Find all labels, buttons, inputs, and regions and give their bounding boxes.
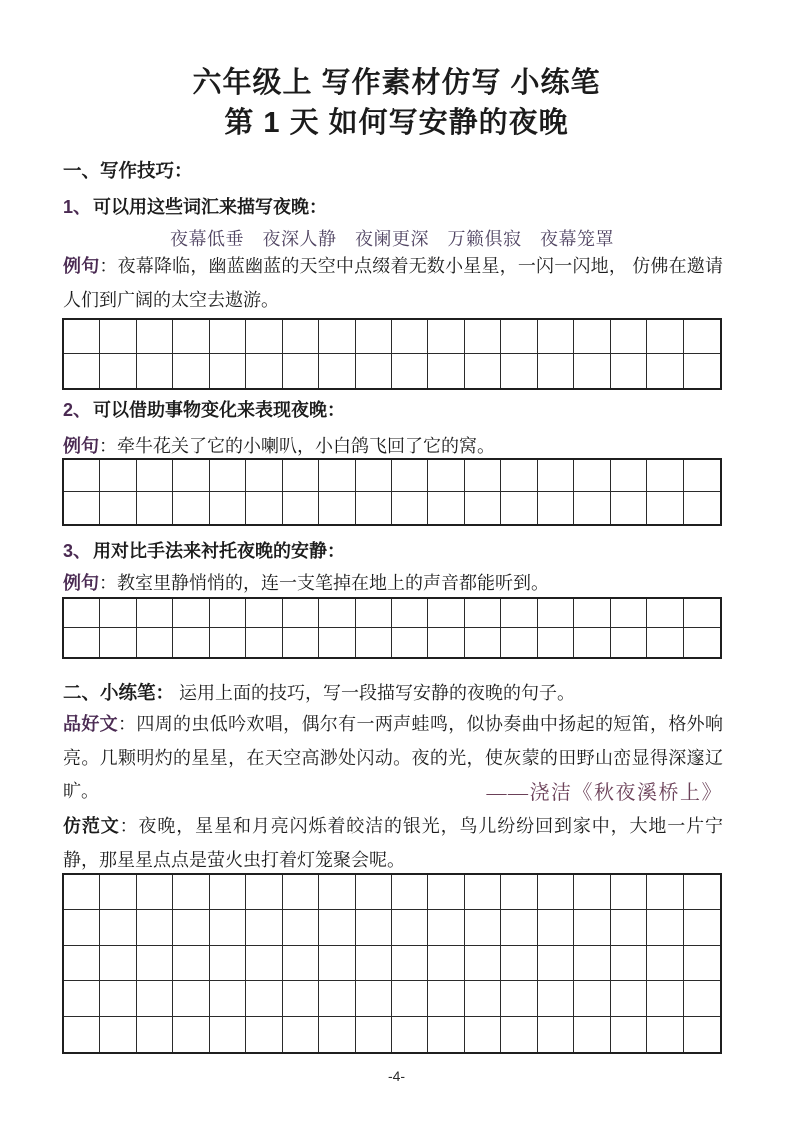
grid-cell: [100, 460, 136, 492]
grid-cell: [465, 492, 501, 524]
grid-cell: [647, 875, 683, 910]
grid-cell: [501, 320, 537, 354]
grid-cell: [246, 354, 282, 388]
grid-cell: [465, 875, 501, 910]
grid-cell: [246, 1017, 282, 1052]
grid-cell: [501, 354, 537, 388]
sample-text: ：四周的虫低吟欢唱，偶尔有一两声蛙鸣，似协奏曲中扬起的短笛，格外响亮。几颗明灼的星星，在天空高渺处闪动。夜的光，使灰蒙的田野山峦显得深邃辽旷。: [63, 714, 723, 801]
grid-cell: [538, 1017, 574, 1052]
grid-cell: [465, 981, 501, 1016]
grid-cell: [465, 460, 501, 492]
grid-cell: [538, 946, 574, 981]
grid-cell: [392, 492, 428, 524]
grid-cell: [283, 1017, 319, 1052]
tip2-number: 2、: [63, 400, 92, 420]
grid-cell: [501, 628, 537, 657]
grid-cell: [319, 981, 355, 1016]
grid-cell: [173, 492, 209, 524]
example1-label: 例句: [63, 256, 100, 276]
grid-cell: [428, 946, 464, 981]
grid-cell: [574, 981, 610, 1016]
grid-cell: [246, 981, 282, 1016]
grid-cell: [428, 981, 464, 1016]
grid-cell: [428, 599, 464, 628]
tip2-heading: [63, 396, 723, 422]
grid-cell: [210, 354, 246, 388]
grid-cell: [428, 320, 464, 354]
grid-cell: [574, 599, 610, 628]
grid-cell: [392, 320, 428, 354]
grid-cell: [319, 599, 355, 628]
grid-cell: [538, 492, 574, 524]
grid-cell: [647, 460, 683, 492]
grid-cell: [392, 599, 428, 628]
tip3-number: 3、: [63, 541, 92, 561]
grid-cell: [574, 628, 610, 657]
grid-cell: [428, 875, 464, 910]
grid-cell: [246, 320, 282, 354]
section2-heading-line: [63, 676, 723, 711]
grid-cell: [465, 946, 501, 981]
grid-cell: [100, 981, 136, 1016]
grid-cell: [611, 981, 647, 1016]
grid-cell: [210, 492, 246, 524]
grid-cell: [356, 946, 392, 981]
grid-cell: [356, 981, 392, 1016]
tip3-heading: [63, 537, 723, 563]
grid-cell: [319, 492, 355, 524]
example1-text: ：夜幕降临，幽蓝幽蓝的天空中点缀着无数小星星，一闪一闪地， 仿佛在邀请人们到广阔的太空去遨游。: [63, 256, 723, 310]
sample-label: 品好文: [63, 714, 119, 734]
grid-cell: [283, 460, 319, 492]
grid-cell: [684, 946, 720, 981]
grid-cell: [283, 875, 319, 910]
grid-cell: [173, 1017, 209, 1052]
grid-cell: [465, 320, 501, 354]
grid-cell: [684, 492, 720, 524]
grid-cell: [574, 460, 610, 492]
grid-cell: [137, 946, 173, 981]
grid-cell: [647, 946, 683, 981]
grid-cell: [64, 910, 100, 945]
grid-cell: [100, 1017, 136, 1052]
grid-cell: [356, 628, 392, 657]
grid-cell: [356, 910, 392, 945]
grid-cell: [283, 946, 319, 981]
grid-cell: [428, 492, 464, 524]
grid-cell: [137, 981, 173, 1016]
grid-cell: [137, 492, 173, 524]
grid-cell: [64, 1017, 100, 1052]
grid-cell: [647, 910, 683, 945]
grid-cell: [538, 460, 574, 492]
grid-cell: [210, 460, 246, 492]
example2-label: 例句: [63, 436, 99, 456]
grid-cell: [428, 460, 464, 492]
grid-cell: [64, 460, 100, 492]
grid-cell: [100, 910, 136, 945]
section1-heading: 一、写作技巧：: [63, 160, 193, 181]
grid-cell: [173, 354, 209, 388]
grid-cell: [173, 460, 209, 492]
grid-cell: [684, 981, 720, 1016]
grid-cell: [684, 1017, 720, 1052]
grid-cell: [392, 981, 428, 1016]
tip1-title: 可以用这些词汇来描写夜晚：: [93, 197, 328, 217]
grid-cell: [356, 460, 392, 492]
grid-cell: [684, 875, 720, 910]
grid-cell: [246, 910, 282, 945]
tip3-title: 用对比手法来衬托夜晚的安静：: [93, 541, 346, 561]
grid-cell: [137, 354, 173, 388]
imitation-text: ：夜晚，星星和月亮闪烁着皎洁的银光，鸟儿纷纷回到家中，大地一片宁静，那星星点点是萤火虫打着灯笼聚会呢。: [63, 816, 724, 870]
grid-cell: [173, 628, 209, 657]
grid-cell: [356, 354, 392, 388]
grid-cell: [64, 599, 100, 628]
writing-grid-3: [62, 597, 722, 659]
grid-cell: [501, 875, 537, 910]
grid-cell: [319, 628, 355, 657]
grid-cell: [611, 599, 647, 628]
grid-cell: [283, 910, 319, 945]
grid-cell: [428, 910, 464, 945]
page-title: 六年级上 写作素材仿写 小练笔: [192, 67, 601, 99]
grid-cell: [319, 910, 355, 945]
grid-cell: [100, 320, 136, 354]
grid-cell: [574, 946, 610, 981]
grid-cell: [64, 492, 100, 524]
grid-cell: [210, 981, 246, 1016]
tip2-title: 可以借助事物变化来表现夜晚：: [93, 400, 346, 420]
tip1-number: 1、: [63, 197, 92, 217]
grid-cell: [246, 628, 282, 657]
grid-cell: [647, 628, 683, 657]
grid-cell: [100, 492, 136, 524]
grid-cell: [137, 628, 173, 657]
grid-cell: [684, 320, 720, 354]
grid-cell: [64, 320, 100, 354]
grid-cell: [574, 492, 610, 524]
page-number: -4-: [387, 1068, 406, 1084]
grid-cell: [465, 910, 501, 945]
grid-cell: [246, 599, 282, 628]
grid-cell: [611, 946, 647, 981]
example3-paragraph: [63, 567, 723, 601]
grid-cell: [428, 628, 464, 657]
grid-cell: [210, 910, 246, 945]
grid-cell: [684, 460, 720, 492]
grid-cell: [173, 910, 209, 945]
grid-cell: [647, 981, 683, 1016]
grid-cell: [100, 599, 136, 628]
grid-cell: [647, 599, 683, 628]
grid-cell: [538, 320, 574, 354]
grid-cell: [574, 910, 610, 945]
grid-cell: [137, 910, 173, 945]
grid-cell: [100, 628, 136, 657]
grid-cell: [647, 354, 683, 388]
grid-cell: [319, 1017, 355, 1052]
grid-cell: [501, 1017, 537, 1052]
grid-cell: [392, 946, 428, 981]
grid-cell: [319, 320, 355, 354]
grid-cell: [173, 875, 209, 910]
grid-cell: [428, 1017, 464, 1052]
section2-heading: 二、小练笔：: [63, 682, 175, 703]
writing-grid-2: [62, 458, 722, 526]
grid-cell: [246, 492, 282, 524]
grid-cell: [538, 628, 574, 657]
grid-cell: [210, 320, 246, 354]
grid-cell: [538, 354, 574, 388]
grid-cell: [246, 946, 282, 981]
grid-cell: [501, 492, 537, 524]
grid-cell: [210, 875, 246, 910]
example2-text: ：牵牛花关了它的小喇叭，小白鸽飞回了它的窝。: [99, 436, 495, 456]
grid-cell: [246, 875, 282, 910]
grid-cell: [356, 1017, 392, 1052]
grid-cell: [611, 492, 647, 524]
grid-cell: [611, 1017, 647, 1052]
grid-cell: [647, 320, 683, 354]
grid-cell: [538, 599, 574, 628]
grid-cell: [137, 460, 173, 492]
grid-cell: [283, 354, 319, 388]
grid-cell: [684, 354, 720, 388]
example3-label: 例句: [63, 573, 99, 593]
section2-instruction: 运用上面的技巧，写一段描写安静的夜晚的句子。: [174, 683, 576, 703]
grid-cell: [356, 875, 392, 910]
grid-cell: [501, 910, 537, 945]
vocabulary-words: 夜幕低垂 夜深人静 夜阑更深 万籁俱寂 夜幕笼罩: [170, 229, 614, 249]
grid-cell: [319, 460, 355, 492]
grid-cell: [64, 628, 100, 657]
grid-cell: [465, 599, 501, 628]
sample-attribution: ——浇洁《秋夜溪桥上》: [486, 782, 723, 804]
grid-cell: [173, 320, 209, 354]
imitation-label: 仿范文: [63, 816, 120, 836]
grid-cell: [137, 599, 173, 628]
grid-cell: [173, 946, 209, 981]
tip1-heading: [63, 193, 723, 219]
grid-cell: [647, 492, 683, 524]
grid-cell: [173, 981, 209, 1016]
grid-cell: [501, 460, 537, 492]
grid-cell: [173, 599, 209, 628]
page-subtitle: 第 1 天 如何写安静的夜晚: [224, 107, 569, 139]
grid-cell: [465, 628, 501, 657]
grid-cell: [428, 354, 464, 388]
grid-cell: [210, 599, 246, 628]
grid-cell: [283, 320, 319, 354]
grid-cell: [574, 1017, 610, 1052]
grid-cell: [611, 460, 647, 492]
grid-cell: [611, 910, 647, 945]
grid-cell: [210, 628, 246, 657]
grid-cell: [684, 628, 720, 657]
grid-cell: [611, 875, 647, 910]
grid-cell: [64, 354, 100, 388]
grid-cell: [611, 628, 647, 657]
grid-cell: [283, 628, 319, 657]
grid-cell: [100, 875, 136, 910]
example3-text: ：教室里静悄悄的，连一支笔掉在地上的声音都能听到。: [99, 573, 549, 593]
grid-cell: [574, 354, 610, 388]
grid-cell: [356, 492, 392, 524]
grid-cell: [319, 354, 355, 388]
grid-cell: [210, 946, 246, 981]
grid-cell: [392, 1017, 428, 1052]
grid-cell: [210, 1017, 246, 1052]
grid-cell: [356, 320, 392, 354]
grid-cell: [100, 946, 136, 981]
imitation-paragraph: [63, 810, 723, 877]
grid-cell: [319, 875, 355, 910]
grid-cell: [64, 981, 100, 1016]
grid-cell: [283, 981, 319, 1016]
grid-cell: [684, 599, 720, 628]
grid-cell: [100, 354, 136, 388]
writing-grid-1: [62, 318, 722, 390]
grid-cell: [538, 875, 574, 910]
example1-paragraph: [63, 250, 723, 317]
grid-cell: [611, 354, 647, 388]
grid-cell: [392, 628, 428, 657]
grid-cell: [392, 354, 428, 388]
grid-cell: [501, 599, 537, 628]
grid-cell: [64, 946, 100, 981]
grid-cell: [501, 981, 537, 1016]
grid-cell: [392, 460, 428, 492]
grid-cell: [64, 875, 100, 910]
grid-cell: [137, 875, 173, 910]
grid-cell: [392, 875, 428, 910]
grid-cell: [283, 492, 319, 524]
grid-cell: [538, 910, 574, 945]
grid-cell: [137, 320, 173, 354]
grid-cell: [319, 946, 355, 981]
grid-cell: [574, 875, 610, 910]
grid-cell: [611, 320, 647, 354]
grid-cell: [574, 320, 610, 354]
writing-grid-main: [62, 873, 722, 1054]
grid-cell: [465, 1017, 501, 1052]
grid-cell: [392, 910, 428, 945]
grid-cell: [246, 460, 282, 492]
grid-cell: [137, 1017, 173, 1052]
grid-cell: [356, 599, 392, 628]
grid-cell: [465, 354, 501, 388]
grid-cell: [283, 599, 319, 628]
grid-cell: [538, 981, 574, 1016]
grid-cell: [684, 910, 720, 945]
grid-cell: [647, 1017, 683, 1052]
grid-cell: [501, 946, 537, 981]
